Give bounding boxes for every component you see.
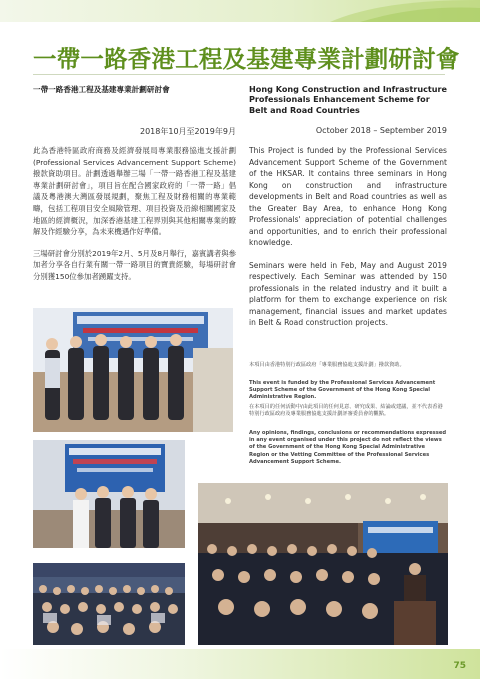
paragraph-en-2: Seminars were held in Feb, May and August 2019 respectively. Each Seminar was attended by 150 professionals in the related industry and it built a platform for them to exchange experience on risk management, financial issues and market updates in Belt & Road construction projects.	[249, 260, 447, 327]
bottom-decor-bar	[0, 649, 480, 679]
paragraph-zh-2: 三場研討會分別於2019年2月、5月及8月舉行，嘉賓講者與參加者分享各自行業有關一帶一路項目的寶貴經驗，每場研討會分別獲150位參加者踴躍支持。	[33, 248, 236, 281]
subtitle-en: Hong Kong Construction and Infrastructure Professionals Enhancement Scheme for Belt and Road Countries	[249, 84, 447, 115]
body-en	[249, 145, 447, 329]
group-photo	[33, 308, 233, 432]
subtitle-zh: 一帶一路香港工程及基建專業計劃研討會	[33, 85, 170, 94]
page-title: 一帶一路香港工程及基建專業計劃研討會	[33, 45, 460, 73]
audience-photo	[33, 563, 185, 645]
funding-note-zh: 本項目由香港特別行政區政府「專業服務協進支援計劃」撥款資助。	[249, 362, 405, 368]
top-wave-decor	[330, 0, 480, 22]
paragraph-zh-1: 此為香港特區政府商務及經濟發展局專業服務協進支援計劃(Professional Services Advancement Support Scheme)撥款資助項目。計劃透過舉辦三場「一帶一路香港工程及基建專業計劃研討會」，項目旨在配合國家政府的「一帶一路」倡議及粵港澳大灣區發展規劃，聚焦工程及財務相關的專業範疇，包括工程項目安全風險管理、項目投資及沿線相關國家及地區的經濟概況，加深香港基建工程界別與其他相關專業的瞭解及作經驗分享，為未來機遇作好準備。	[33, 146, 236, 237]
body-zh	[33, 145, 236, 283]
date-zh: 2018年10月至2019年9月	[140, 127, 236, 136]
paragraph-en-1: This Project is funded by the Professional Services Advancement Support Scheme of the Government of the HKSAR. It contains three seminars in Hong Kong on construction and infrastructure developments in Belt and Road countries as well as the Greater Bay Area, to enhance Hong Kong Professionals' appreciation of potential challenges and opportunities, and to enrich their professional knowledge.	[249, 146, 447, 247]
disclaimer-en: Any opinions, findings, conclusions or recommendations expressed in any event organised under this project do not reflect the views of the Government of the Hong Kong Special Administrative Region or the Vetting Committee of the Professional Services Advancement Support Scheme.	[249, 430, 447, 465]
disclaimer-zh: 在本項目的任何活動中/由此項目的任何見意、研究成果、結論或建議，並不代表香港特別行政區政府及專業服務協進支援計劃評審委員會的觀點。	[249, 404, 443, 418]
funding-note-en: This event is funded by the Professional Services Advancement Support Scheme of the Government of the Hong Kong Special Administrative Region.	[249, 380, 436, 401]
page-number: 75	[453, 661, 466, 671]
seminar-hall-photo	[198, 483, 448, 645]
speakers-photo	[33, 440, 185, 548]
title-divider	[33, 74, 445, 75]
date-en: October 2018 – September 2019	[315, 126, 447, 135]
